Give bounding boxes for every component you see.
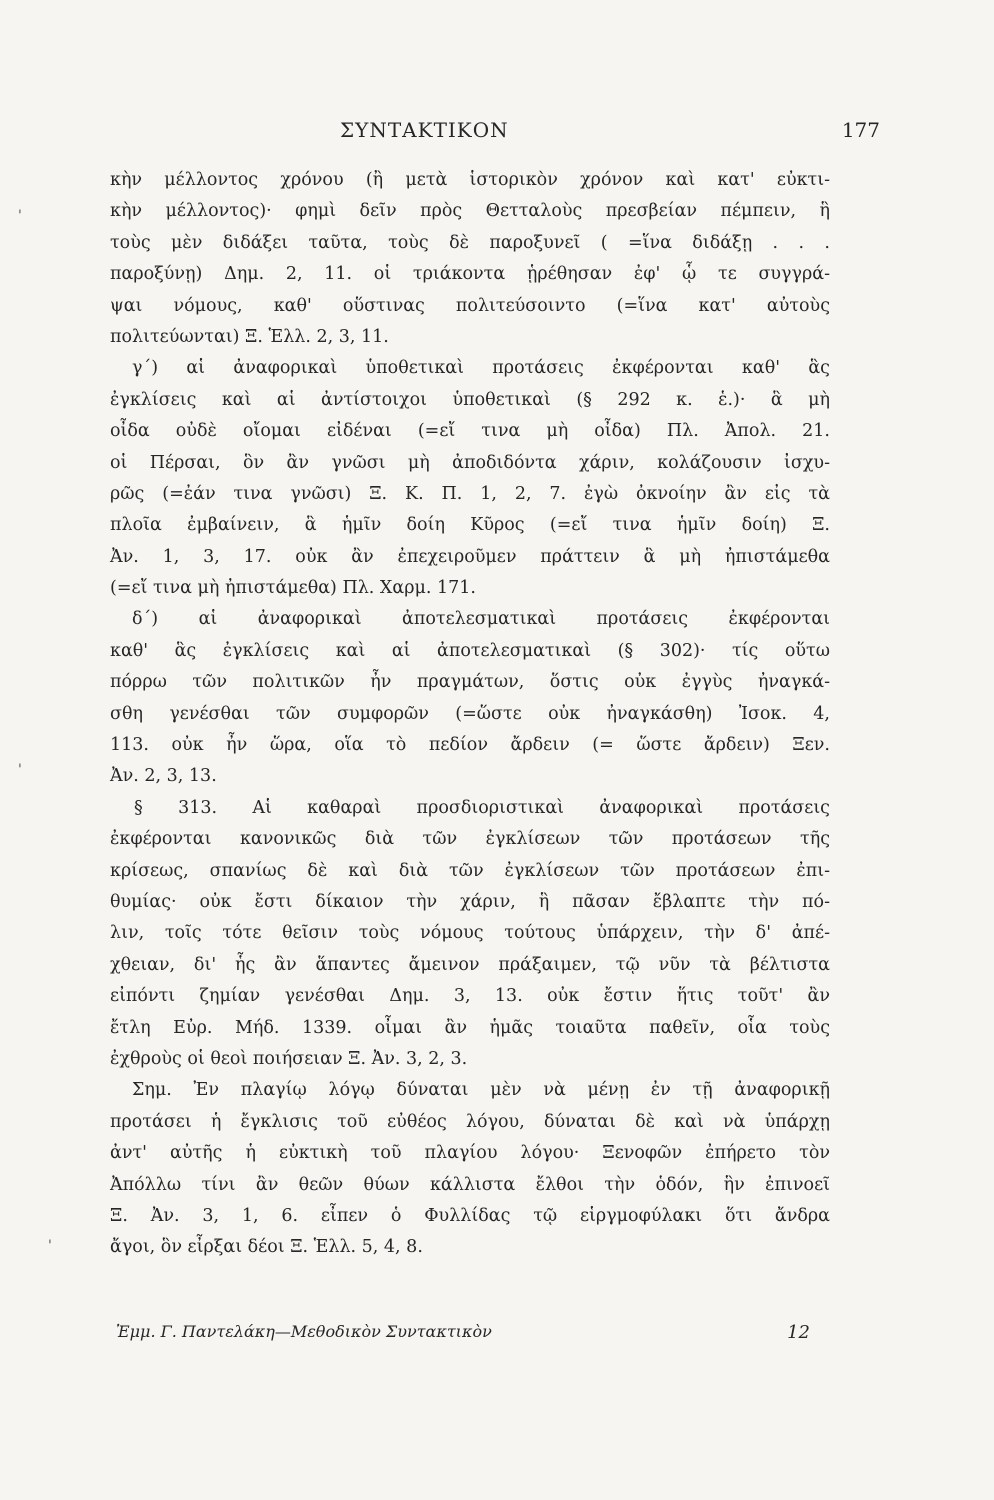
note-line: Σημ. Ἐν πλαγίῳ λόγῳ δύναται μὲν νὰ μένῃ ἐν τῇ ἀναφορικῇ [132, 1080, 830, 1101]
signature-mark: 12 [787, 1322, 810, 1343]
footer-author: Ἐμμ. Γ. Παντελάκη—Μεθοδικὸν Συντακτικὸν [116, 1322, 492, 1341]
text-line: ψαι νόμους, καθ' οὕστινας πολιτεύσοιντο (=ἵνα κατ' αὐτοὺς [110, 295, 830, 316]
text-line: ἀντ' αὐτῆς ἡ εὐκτικὴ τοῦ πλαγίου λόγου· Ξενοφῶν ἐπήρετο τὸν [110, 1143, 830, 1164]
text-line: κὴν μέλλοντος)· φημὶ δεῖν πρὸς Θετταλοὺς πρεσβείαν πέμπειν, ἣ [110, 201, 830, 222]
text-line: Ἀν. 1, 3, 17. οὐκ ἂν ἐπεχειροῦμεν πράττειν ἃ μὴ ἠπιστάμεθα [110, 546, 830, 567]
page-header [110, 118, 880, 150]
text-line: Ξ. Ἀν. 3, 1, 6. εἶπεν ὁ Φυλλίδας τῷ εἱργμοφύλακι ὅτι ἄνδρα [110, 1205, 830, 1226]
margin-tick: ' [18, 762, 22, 778]
text-line: γ΄) αἱ ἀναφορικαὶ ὑποθετικαὶ προτάσεις ἐκφέρονται καθ' ἃς [132, 358, 830, 379]
body-text [110, 165, 830, 1264]
text-line: ἔτλη Εὐρ. Μήδ. 1339. οἶμαι ἂν ἡμᾶς τοιαῦτα παθεῖν, οἷα τοὺς [110, 1017, 830, 1038]
text-line: καθ' ἃς ἐγκλίσεις καὶ αἱ ἀποτελεσματικαὶ (§ 302)· τίς οὕτω [110, 640, 830, 661]
page-footer [110, 1322, 830, 1350]
text-line: πολιτεύωνται) Ξ. Ἑλλ. 2, 3, 11. [110, 326, 389, 347]
text-line: κρίσεως, σπανίως δὲ καὶ διὰ τῶν ἐγκλίσεων τῶν προτάσεων ἐπι- [110, 860, 830, 881]
text-line: λιν, τοῖς τότε θεῖσιν τοὺς νόμους τούτους ὑπάρχειν, τὴν δ' ἀπέ- [110, 923, 830, 944]
text-line: εἰπόντι ζημίαν γενέσθαι Δημ. 3, 13. οὐκ ἔστιν ἥτις τοῦτ' ἂν [110, 986, 830, 1007]
text-line: Ἀν. 2, 3, 13. [110, 766, 217, 787]
text-line: ἄγοι, ὃν εἶρξαι δέοι Ξ. Ἑλλ. 5, 4, 8. [110, 1237, 423, 1258]
text-line: προτάσει ἡ ἔγκλισις τοῦ εὐθέος λόγου, δύναται δὲ καὶ νὰ ὑπάρχῃ [110, 1111, 830, 1132]
text-line: ἐχθροὺς οἱ θεοὶ ποιήσειαν Ξ. Ἀν. 3, 2, 3. [110, 1048, 468, 1069]
text-line: οἶδα οὐδὲ οἴομαι εἰδέναι (=εἴ τινα μὴ οἶδα) Πλ. Ἀπολ. 21. [110, 421, 830, 442]
text-line: πόρρω τῶν πολιτικῶν ἦν πραγμάτων, ὅστις οὐκ ἐγγὺς ἠναγκά- [110, 672, 830, 693]
text-line: κὴν μέλλοντος χρόνου (ἢ μετὰ ἱστορικὸν χρόνον καὶ κατ' εὐκτι- [110, 170, 830, 190]
text-line: (=εἴ τινα μὴ ἠπιστάμεθα) Πλ. Χαρμ. 171. [110, 578, 476, 599]
text-line: ἐγκλίσεις καὶ αἱ ἀντίστοιχοι ὑποθετικαὶ (§ 292 κ. ἑ.)· ἃ μὴ [110, 389, 830, 410]
margin-tick: ' [18, 208, 22, 224]
margin-tick: ' [48, 1238, 52, 1254]
text-line: 113. οὐκ ἦν ὥρα, οἵα τὸ πεδίον ἄρδειν (= ὥστε ἄρδειν) Ξεν. [110, 735, 830, 756]
text-line: οἱ Πέρσαι, ὃν ἂν γνῶσι μὴ ἀποδιδόντα χάριν, κολάζουσιν ἰσχυ- [110, 452, 830, 473]
text-line: θυμίας· οὐκ ἔστι δίκαιον τὴν χάριν, ἣ πᾶσαν ἔβλαπτε τὴν πό- [110, 891, 830, 912]
text-line: σθη γενέσθαι τῶν συμφορῶν (=ὥστε οὐκ ἠναγκάσθη) Ἰσοκ. 4, [110, 703, 830, 724]
running-title: ΣΥΝΤΑΚΤΙΚΟΝ [340, 118, 509, 142]
section-heading-line: § 313. Αἱ καθαραὶ προσδιοριστικαὶ ἀναφορικαὶ προτάσεις [134, 797, 830, 818]
text-line: παροξύνῃ) Δημ. 2, 11. οἱ τριάκοντα ᾑρέθησαν ἐφ' ᾧ τε συγγρά- [110, 264, 830, 285]
page-number: 177 [841, 118, 880, 142]
text-line: Ἀπόλλω τίνι ἂν θεῶν θύων κάλλιστα ἔλθοι τὴν ὁδόν, ἣν ἐπινοεῖ [110, 1174, 830, 1195]
text-line: τοὺς μὲν διδάξει ταῦτα, τοὺς δὲ παροξυνεῖ ( =ἵνα διδάξῃ . . . [110, 232, 830, 253]
text-line: πλοῖα ἐμβαίνειν, ἃ ἡμῖν δοίη Κῦρος (=εἴ τινα ἡμῖν δοίη) Ξ. [110, 515, 830, 536]
text-line: δ΄) αἱ ἀναφορικαὶ ἀποτελεσματικαὶ προτάσεις ἐκφέρονται [132, 609, 830, 630]
text-line: ρῶς (=ἐάν τινα γνῶσι) Ξ. Κ. Π. 1, 2, 7. ἐγὼ ὀκνοίην ἂν εἰς τὰ [110, 483, 830, 504]
text-line: ἐκφέρονται κανονικῶς διὰ τῶν ἐγκλίσεων τῶν προτάσεων τῆς [110, 829, 830, 850]
text-line: χθειαν, δι' ἧς ἂν ἅπαντες ἄμεινον πράξαιμεν, τῷ νῦν τὰ βέλτιστα [110, 954, 830, 975]
